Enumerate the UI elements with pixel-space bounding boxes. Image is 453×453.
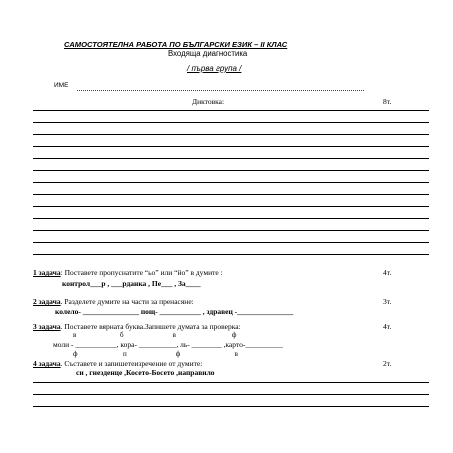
task-1-number: 1 задача [33, 268, 61, 277]
dictation-line[interactable] [33, 122, 429, 123]
task-3-points: 4т. [383, 322, 392, 331]
dictation-line[interactable] [33, 194, 429, 195]
dictation-line[interactable] [33, 182, 429, 183]
answer-line[interactable] [33, 382, 429, 383]
dictation-line[interactable] [33, 158, 429, 159]
task-4-words: си , гнезденце ,Косето-Босето ,направило [76, 368, 215, 377]
task-1-words[interactable]: контрол___р , ___рданка , Пе___ , За____ [62, 279, 201, 288]
dictation-line[interactable] [33, 146, 429, 147]
task-2-points: 3т. [383, 297, 392, 306]
dictation-line[interactable] [33, 230, 429, 231]
task-1-points: 4т. [383, 268, 392, 277]
task-4-points: 2т. [383, 359, 392, 368]
task-1-text: : Поставете пропуснатите “ьо” или “йо” в думите : [60, 268, 223, 277]
task-3-letters-lower: ф п ф в [73, 350, 238, 358]
dictation-points: 8т. [383, 97, 392, 106]
dictation-label: Диктовка: [192, 97, 225, 106]
task-4-number: 4 задача [33, 359, 61, 368]
answer-line[interactable] [33, 406, 429, 407]
task-3-number: 3 задача [33, 322, 61, 331]
dictation-line[interactable] [33, 110, 429, 111]
task-3-words[interactable]: моли - ___________, кора- __________, ль- ________ ,карто-__________ [53, 340, 283, 349]
task-2-words[interactable]: колело- _______________ пощ- ___________ , здравец -_______________ [55, 307, 294, 316]
task-3-text: . Поставете вярната буква.Запишете думата за проверка: [60, 322, 241, 331]
task-2-heading [33, 297, 194, 306]
name-field-line[interactable] [77, 90, 364, 91]
task-4-text: . Съставете и запишетеизречение от думите: [60, 359, 203, 368]
dictation-line[interactable] [33, 242, 429, 243]
document-title: САМОСТОЯТЕЛНА РАБОТА ПО БЪЛГАРСКИ ЕЗИК – II КЛАС [64, 40, 288, 49]
dictation-line[interactable] [33, 254, 429, 255]
task-3-heading [33, 322, 241, 331]
group-label: / първа група / [187, 64, 242, 73]
task-2-text: . Разделете думите на части за пренасяне: [60, 297, 194, 306]
dictation-line[interactable] [33, 218, 429, 219]
dictation-line[interactable] [33, 170, 429, 171]
name-label: ИМЕ [54, 82, 69, 89]
task-1-heading [33, 268, 223, 277]
task-3-letters-upper: в б в ф [73, 331, 237, 339]
dictation-line[interactable] [33, 206, 429, 207]
dictation-line[interactable] [33, 134, 429, 135]
task-4-heading [33, 359, 202, 368]
answer-line[interactable] [33, 394, 429, 395]
document-subtitle: Входяща диагностика [168, 49, 248, 58]
task-2-number: 2 задача [33, 297, 61, 306]
